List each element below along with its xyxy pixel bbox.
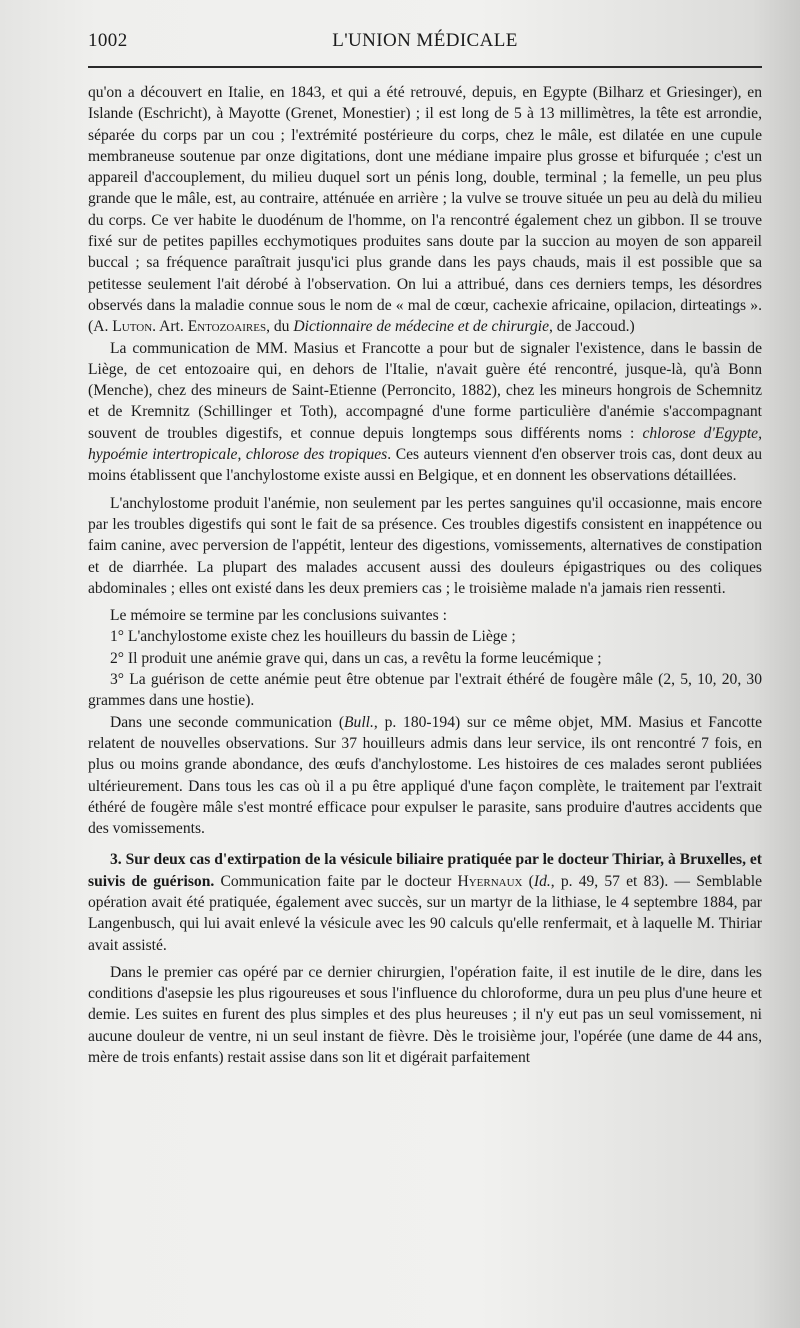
page-number: 1002 xyxy=(88,30,128,51)
journal-title: L'UNION MÉDICALE xyxy=(332,30,518,51)
conclusion-3: 3° La guérison de cette anémie peut être obtenue par l'extrait éthéré de fougère mâle (2, 5, 10, 20, 30 grammes dans une hostie). xyxy=(88,671,762,710)
paragraph-1: qu'on a découvert en Italie, en 1843, et qui a été retrouvé, depuis, en Egypte (Bilharz et Griesinger), en Islande (Eschricht), à Mayotte (Grenet, Monestier) ; il est long de 5 à 13 millimètres, la tête est arrondie, séparée du corps par un cou ; l'extrémité postérieure du corps, chez le mâle, est dilatée en une cupule membraneuse soutenue par onze digitations, dont une médiane impaire plus grosse et bifurquée ; c'est un appareil d'accouplement, du milieu duquel sort un pénis long, double, terminal ; la femelle, un peu plus grande que le mâle, est, au contraire, atténuée en arrière ; la vulve se trouve située un peu au delà du milieu du corps. Ce ver habite le duodénum de l'homme, on l'a rencontré également chez un gibbon. Il se trouve fixé sur de petites papilles ecchymotiques produites sans doute par la succion au moyen de son appareil buccal ; sa fréquence paraîtrait jusqu'ici plus grande dans les pays chauds, mais il est possible que sa petitesse seulement l'ait dérobé à l'observation. On lui a attribué, dans ces derniers temps, les désordres observés dans la maladie connue sous le nom de « mal de cœur, cachexie africaine, opilacion, dirteatings ». (A. Luton. Art. Entozoaires, du Dictionnaire de médecine et de chirurgie, de Jaccoud.) xyxy=(88,84,762,336)
section-3-title: 3. Sur deux cas d'extirpation de la vésicule biliaire pratiquée par le docteur Thiriar, à Bruxelles, et suivis de guérison. xyxy=(88,851,762,890)
section-3: 3. Sur deux cas d'extirpation de la vésicule biliaire pratiquée par le docteur Thiriar, à Bruxelles, et suivis de guérison. Communication faite par le docteur Hyernaux (Id., p. 49, 57 et 83). — Semblable opération avait été pratiquée, également avec succès, sur un martyr de la lithiase, le 4 septembre 1884, par Langenbusch, qui lui avait enlevé la vésicule avec les 90 calculs qu'elle renfermait, et à laquelle M. Thiriar avait assisté. xyxy=(88,851,763,954)
paragraph-5: Dans une seconde communication (Bull., p. 180-194) sur ce même objet, MM. Masius et Fancotte relatent de nouvelles observations. Sur 37 houilleurs admis dans leur service, ils ont rencontré 7 fois, en plus ou moins grande abondance, des œufs d'anchylostome. Les histoires de ces malades seront publiées ultérieurement. Dans tous les cas où il a pu être appliqué d'une façon complète, le traitement par l'extrait éthéré de fougère mâle s'est montré efficace pour expulser le parasite, sans produire d'autres accidents que des vomissements. xyxy=(88,713,762,838)
paragraph-3: L'anchylostome produit l'anémie, non seulement par les pertes sanguines qu'il occasionne, mais encore par les troubles digestifs qui sont le fait de sa présence. Ces troubles digestifs consistent en inappétence ou faim canine, avec perversion de l'appétit, lenteur des digestions, vomissements, alternatives de constipation et de diarrhée. La plupart des malades accusent aussi des douleurs épigastriques ou des coliques abdominales ; elles ont existé dans les deux premiers cas ; le troisième malade n'a jamais rien ressenti. xyxy=(88,494,762,597)
paragraph-4: Le mémoire se termine par les conclusions suivantes : xyxy=(110,607,447,625)
article-body xyxy=(88,82,762,1068)
paragraph-2: La communication de MM. Masius et Francotte a pour but de signaler l'existence, dans le bassin de Liège, de cet entozoaire qui, en dehors de l'Italie, n'avait guère été rencontré, jusque-là, qu'à Bonn (Menche), chez des mineurs de Saint-Etienne (Perroncito, 1882), chez les mineurs hongrois de Schemnitz et de Kremnitz (Schillinger et Toth), accompagné d'une forme particulière d'anémie s'accompagnant souvent de troubles digestifs, et connue depuis longtemps sous différents noms : chlorose d'Egypte, hypoémie intertropicale, chlorose des tropiques. Ces auteurs viennent d'en observer trois cas, dont deux au moins établissent que l'anchylostome existe aussi en Belgique, et en donnent les observations détaillées. xyxy=(88,339,763,485)
conclusion-1: 1° L'anchylostome existe chez les houilleurs du bassin de Liège ; xyxy=(110,628,516,646)
conclusion-2: 2° Il produit une anémie grave qui, dans un cas, a revêtu la forme leucémique ; xyxy=(110,649,602,667)
paragraph-6: Dans le premier cas opéré par ce dernier chirurgien, l'opération faite, il est inutile de le dire, dans les conditions d'asepsie les plus rigoureuses et sous l'influence du chloroforme, dura un peu plus d'une heure et demie. Les suites en furent des plus simples et des plus heureuses ; il n'y eut pas un seul vomissement, ni aucune douleur de ventre, ni un seul instant de fièvre. Dès le troisième jour, l'opérée (une dame de 44 ans, mère de trois enfants) restait assise dans son lit et digérait parfaitement xyxy=(88,963,762,1067)
header-rule xyxy=(88,66,762,68)
running-header xyxy=(88,24,762,64)
